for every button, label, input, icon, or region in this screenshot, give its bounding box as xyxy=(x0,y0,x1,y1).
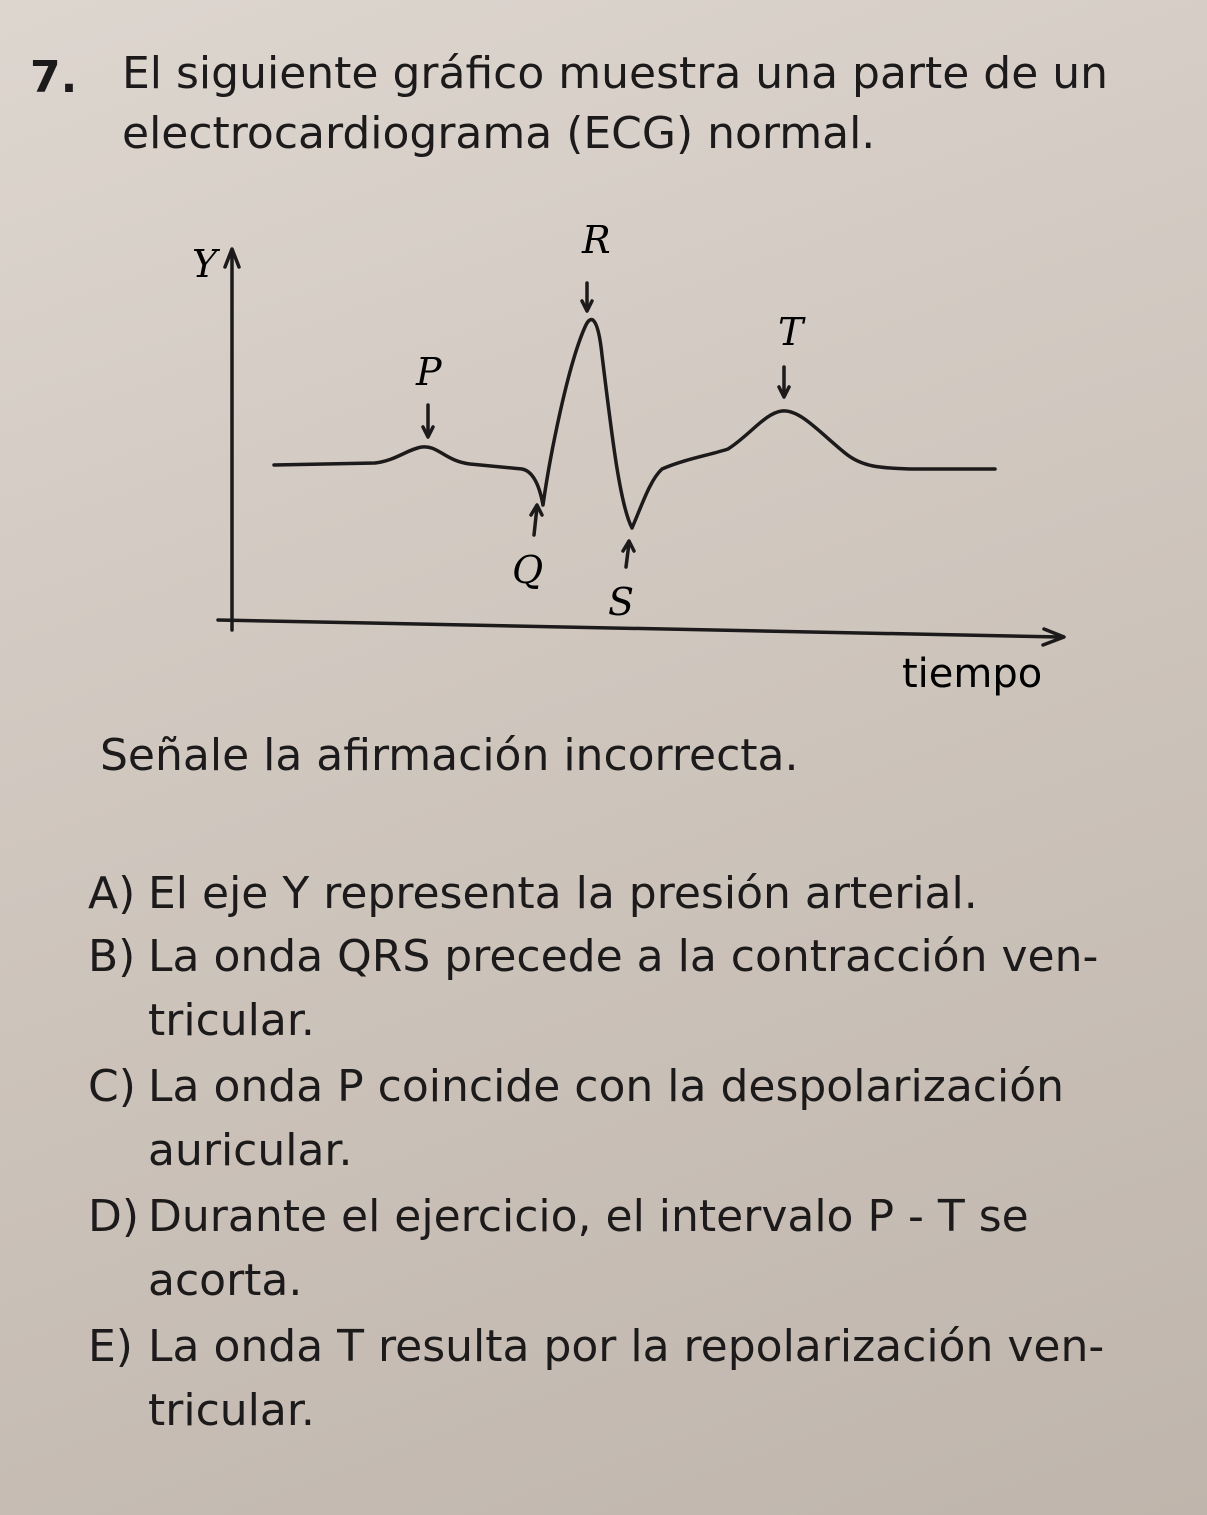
option-b-text-line2: tricular. xyxy=(148,995,315,1046)
question-text-line1: El siguiente gráfico muestra una parte de un xyxy=(122,48,1109,99)
option-b-text-line1: La onda QRS precede a la contracción ven- xyxy=(148,931,1099,982)
option-c xyxy=(88,1055,1148,1183)
option-a xyxy=(88,862,1148,926)
instruction-text: Señale la afirmación incorrecta. xyxy=(100,730,799,781)
s-wave-label: S xyxy=(608,580,635,624)
x-axis xyxy=(218,620,1060,637)
q-wave-label: Q xyxy=(512,548,544,592)
option-b-letter: B) xyxy=(88,931,136,982)
ecg-diagram xyxy=(150,205,1100,705)
option-d-text-line1: Durante el ejercicio, el intervalo P - T se xyxy=(148,1191,1029,1242)
x-axis-label: tiempo xyxy=(902,651,1043,697)
option-e-text-line2: tricular. xyxy=(148,1385,315,1436)
option-c-text-line2: auricular. xyxy=(148,1125,353,1176)
option-b xyxy=(88,925,1148,1053)
question-number: 7. xyxy=(30,52,78,103)
y-axis-label: Y xyxy=(192,242,218,286)
ecg-trace xyxy=(274,320,995,528)
question-text-line2: electrocardiograma (ECG) normal. xyxy=(122,108,876,159)
option-a-letter: A) xyxy=(88,868,136,919)
option-e-text-line1: La onda T resulta por la repolarización ven- xyxy=(148,1321,1105,1372)
t-wave-label: T xyxy=(778,310,804,354)
r-wave-label: R xyxy=(582,218,611,262)
option-d-letter: D) xyxy=(88,1191,140,1242)
ecg-figure xyxy=(150,205,1100,705)
option-d-text-line2: acorta. xyxy=(148,1255,303,1306)
option-e xyxy=(88,1315,1148,1443)
option-d xyxy=(88,1185,1148,1313)
option-a-text: El eje Y representa la presión arterial. xyxy=(148,868,978,919)
option-c-text-line1: La onda P coincide con la despolarización xyxy=(148,1061,1065,1112)
option-e-letter: E) xyxy=(88,1321,133,1372)
p-wave-label: P xyxy=(416,350,442,394)
option-c-letter: C) xyxy=(88,1061,136,1112)
